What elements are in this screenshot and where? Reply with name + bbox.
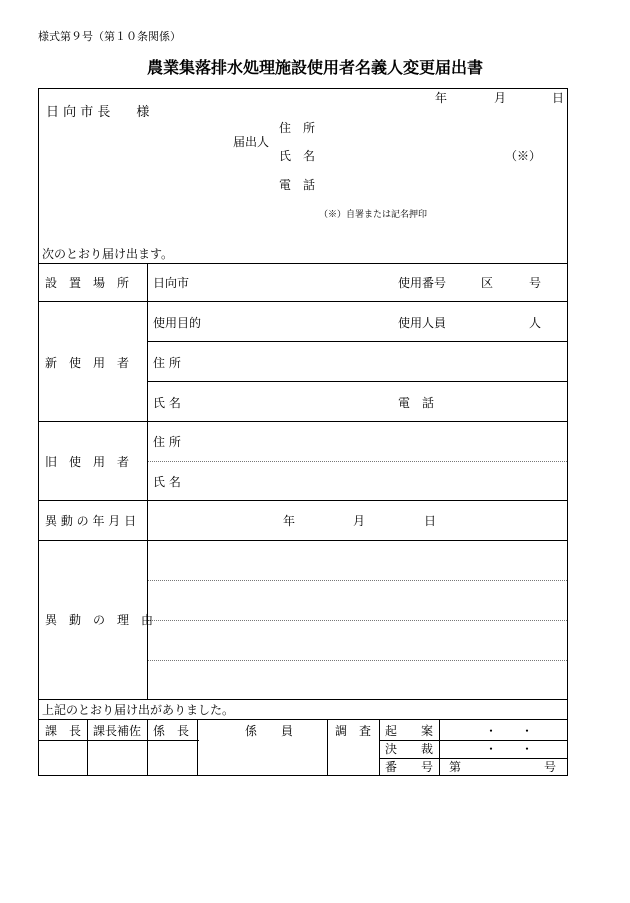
dotted-divider xyxy=(147,461,567,462)
col-deputy: 課長補佐 xyxy=(93,724,142,738)
purpose-label: 使用目的 xyxy=(153,316,202,330)
received-note: 上記のとおり届け出がありました。 xyxy=(42,703,235,717)
column-divider xyxy=(379,719,380,776)
applicant-label: 届出人 xyxy=(233,135,270,149)
decision-date-dots: ・ ・ xyxy=(485,742,534,756)
change-reason-label: 異 動 の 理 由 xyxy=(45,613,154,627)
old-user-label: 旧 使 用 者 xyxy=(45,455,130,469)
location-city: 日向市 xyxy=(153,276,190,290)
divider xyxy=(147,341,567,342)
draft-label: 起 案 xyxy=(385,724,434,738)
seal-note: （※）自署または記名押印 xyxy=(319,210,428,220)
change-year: 年 xyxy=(283,514,296,528)
divider xyxy=(39,421,567,422)
form-frame xyxy=(38,88,568,776)
change-day: 日 xyxy=(424,514,437,528)
divider xyxy=(147,381,567,382)
col-chief: 係 長 xyxy=(153,724,190,738)
column-divider xyxy=(87,719,88,776)
dotted-divider xyxy=(147,620,567,621)
date-day: 日 xyxy=(552,91,565,105)
new-address-label: 住 所 xyxy=(153,356,181,370)
change-date-label: 異 動 の 年 月 日 xyxy=(45,514,137,528)
seal-mark: （※） xyxy=(505,149,542,163)
col-survey: 調 査 xyxy=(335,724,372,738)
intro-text: 次のとおり届け出ます。 xyxy=(42,247,174,261)
date-year: 年 xyxy=(435,91,448,105)
new-user-label: 新 使 用 者 xyxy=(45,356,130,370)
divider xyxy=(39,719,567,720)
new-name-label: 氏 名 xyxy=(153,396,181,410)
column-divider xyxy=(327,719,328,776)
divider xyxy=(39,301,567,302)
applicant-address-label: 住 所 xyxy=(279,121,316,135)
use-number-label: 使用番号 xyxy=(398,276,447,290)
people-label: 使用人員 xyxy=(398,316,447,330)
divider xyxy=(39,540,567,541)
addressee: 日 向 市 長 様 xyxy=(46,105,150,120)
divider xyxy=(379,740,567,741)
column-divider xyxy=(439,719,440,776)
location-label: 設 置 場 所 xyxy=(45,276,130,290)
applicant-phone-label: 電 話 xyxy=(279,178,316,192)
divider xyxy=(39,699,567,700)
number-unit: 号 xyxy=(529,276,542,290)
applicant-name-label: 氏 名 xyxy=(279,149,316,163)
number-suffix: 号 xyxy=(544,760,557,774)
divider xyxy=(39,500,567,501)
column-divider xyxy=(197,719,198,776)
divider xyxy=(379,758,567,759)
form-number: 様式第９号（第１０条関係） xyxy=(38,30,181,43)
people-unit: 人 xyxy=(529,316,542,330)
divider xyxy=(39,263,567,264)
decision-label: 決 裁 xyxy=(385,742,434,756)
column-divider xyxy=(147,719,148,776)
old-name-label: 氏 名 xyxy=(153,475,181,489)
ward-unit: 区 xyxy=(481,276,494,290)
number-prefix: 第 xyxy=(449,760,462,774)
col-section-chief: 課 長 xyxy=(45,724,82,738)
dotted-divider xyxy=(147,580,567,581)
date-month: 月 xyxy=(494,91,507,105)
dotted-divider xyxy=(147,660,567,661)
new-phone-label: 電 話 xyxy=(398,396,435,410)
page-title: 農業集落排水処理施設使用者名義人変更届出書 xyxy=(146,58,483,77)
divider xyxy=(39,740,199,741)
draft-date-dots: ・ ・ xyxy=(485,724,534,738)
col-staff: 係 員 xyxy=(245,724,294,738)
number-label: 番 号 xyxy=(385,760,434,774)
change-month: 月 xyxy=(353,514,366,528)
column-divider xyxy=(147,263,148,699)
old-address-label: 住 所 xyxy=(153,435,181,449)
